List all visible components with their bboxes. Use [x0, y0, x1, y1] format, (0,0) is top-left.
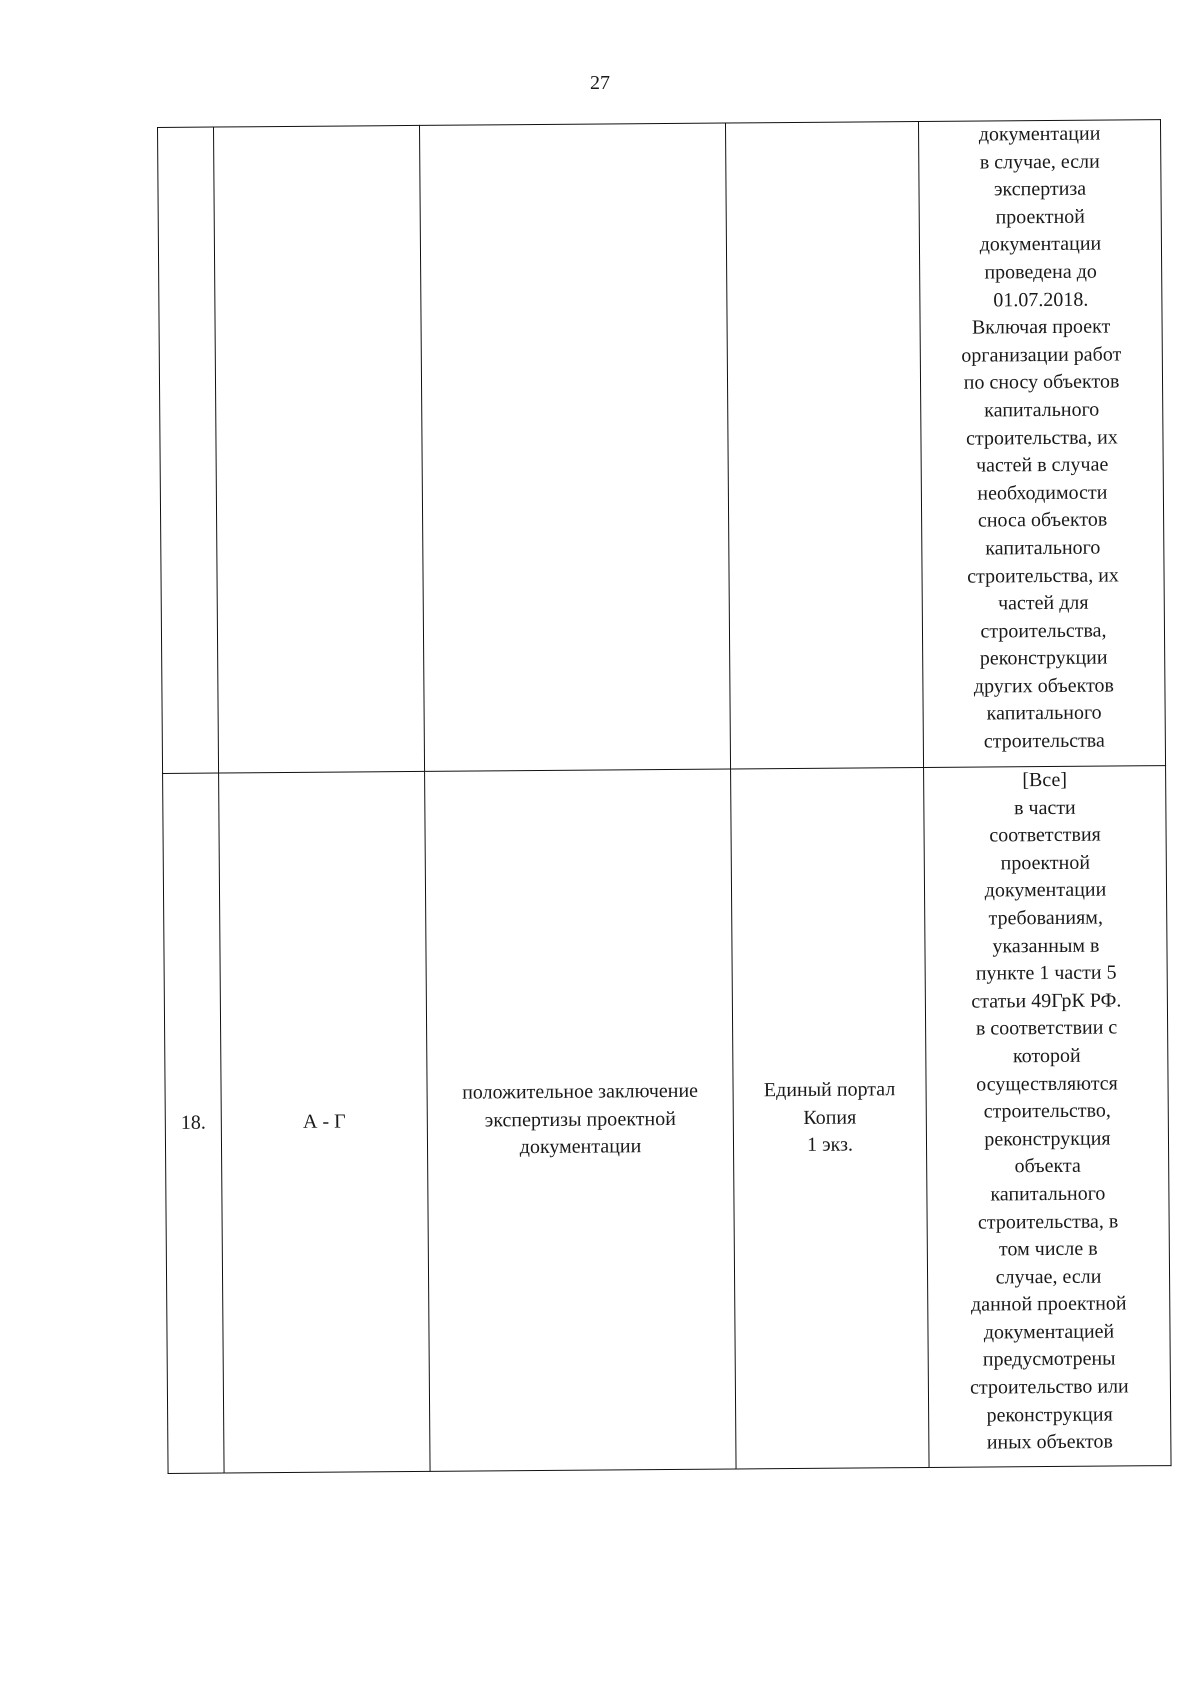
document-cell — [419, 123, 730, 771]
cell-text-line: документации — [978, 122, 1101, 146]
cell-text-line: строительства — [983, 729, 1105, 753]
note-cell — [918, 120, 1165, 768]
form-cell — [731, 767, 929, 1468]
cell-text-line: организации работ — [961, 343, 1122, 367]
cell-text-line: пункте 1 части 5 — [975, 961, 1117, 985]
category-cell: А - Г — [219, 771, 430, 1473]
note-cell — [924, 766, 1171, 1468]
cell-text-line: строительства, их — [967, 563, 1119, 588]
row-number-cell: 18. — [163, 773, 224, 1473]
cell-text-line: строительства, — [980, 619, 1107, 643]
requirements-table — [157, 119, 1172, 1474]
cell-text-line: документации — [519, 1135, 642, 1159]
cell-text-line: которой — [1012, 1044, 1081, 1068]
cell-text-line: в части — [1013, 796, 1076, 819]
table-row — [163, 766, 1171, 1474]
cell-text-line: данной проектной — [970, 1292, 1127, 1316]
cell-text-line: положительное заключение — [462, 1079, 699, 1104]
cell-text-line: строительства, их — [966, 425, 1118, 450]
cell-text-line: случае, если — [995, 1265, 1102, 1289]
cell-text-line: объекта — [1014, 1155, 1081, 1178]
cell-text-line: документации — [984, 878, 1107, 902]
cell-text-line: по сносу объектов — [963, 370, 1120, 395]
cell-text-line: реконструкция — [984, 1127, 1111, 1151]
document-cell — [425, 769, 736, 1471]
cell-text-line: частей в случае — [975, 453, 1109, 477]
cell-text-line: строительства, в — [977, 1209, 1119, 1234]
cell-text-line: строительство, — [983, 1099, 1111, 1123]
cell-text-line: требованиям, — [988, 906, 1103, 930]
cell-text-line: сноса объектов — [977, 508, 1108, 532]
cell-text-line: 1 экз. — [806, 1133, 854, 1157]
category-cell — [214, 125, 425, 773]
cell-text-line: экспертизы проектной — [484, 1107, 676, 1132]
cell-text-line: Единый портал — [763, 1078, 896, 1102]
cell-text-line: частей для — [997, 591, 1089, 615]
cell-text-line: капитального — [985, 536, 1101, 560]
cell-text-line: [Все] — [1022, 768, 1068, 792]
cell-text-line: документацией — [983, 1320, 1115, 1344]
cell-text-line: осуществляются — [976, 1072, 1118, 1096]
row-number-cell — [158, 127, 219, 773]
cell-text-line: соответствия — [989, 823, 1101, 847]
cell-text-line: капитального — [986, 702, 1102, 725]
cell-text-line: в случае, если — [979, 150, 1100, 174]
page-number: 27 — [590, 72, 610, 94]
cell-text-line: проектной — [995, 205, 1086, 229]
cell-text-line: экспертиза — [993, 177, 1087, 201]
cell-text-line: предусмотрены — [982, 1347, 1116, 1372]
cell-text-line: 01.07.2018. — [993, 288, 1089, 311]
cell-text-line: Включая проект — [971, 315, 1111, 339]
cell-text-line: проведена до — [984, 260, 1097, 284]
cell-text-line: документации — [979, 232, 1102, 256]
cell-text-line: в соответствии с — [975, 1016, 1118, 1040]
cell-text-line: Копия — [803, 1106, 857, 1129]
table-row — [158, 120, 1166, 774]
cell-text-line: необходимости — [977, 481, 1108, 505]
cell-text-line: строительство или — [970, 1375, 1129, 1399]
cell-text-line: других объектов — [973, 674, 1115, 698]
cell-text-line: иных объектов — [986, 1430, 1114, 1454]
cell-text-line: статьи 49ГрК РФ. — [971, 989, 1122, 1013]
cell-text-line: реконструкции — [979, 646, 1108, 670]
cell-text-line: капитального — [984, 398, 1100, 422]
cell-text-line: том числе в — [998, 1237, 1098, 1261]
cell-text-line: указанным в — [992, 934, 1100, 958]
cell-text-line: капитального — [990, 1182, 1106, 1206]
form-cell — [725, 122, 923, 769]
cell-text-line: реконструкция — [986, 1403, 1113, 1427]
cell-text-line: проектной — [1000, 851, 1091, 875]
